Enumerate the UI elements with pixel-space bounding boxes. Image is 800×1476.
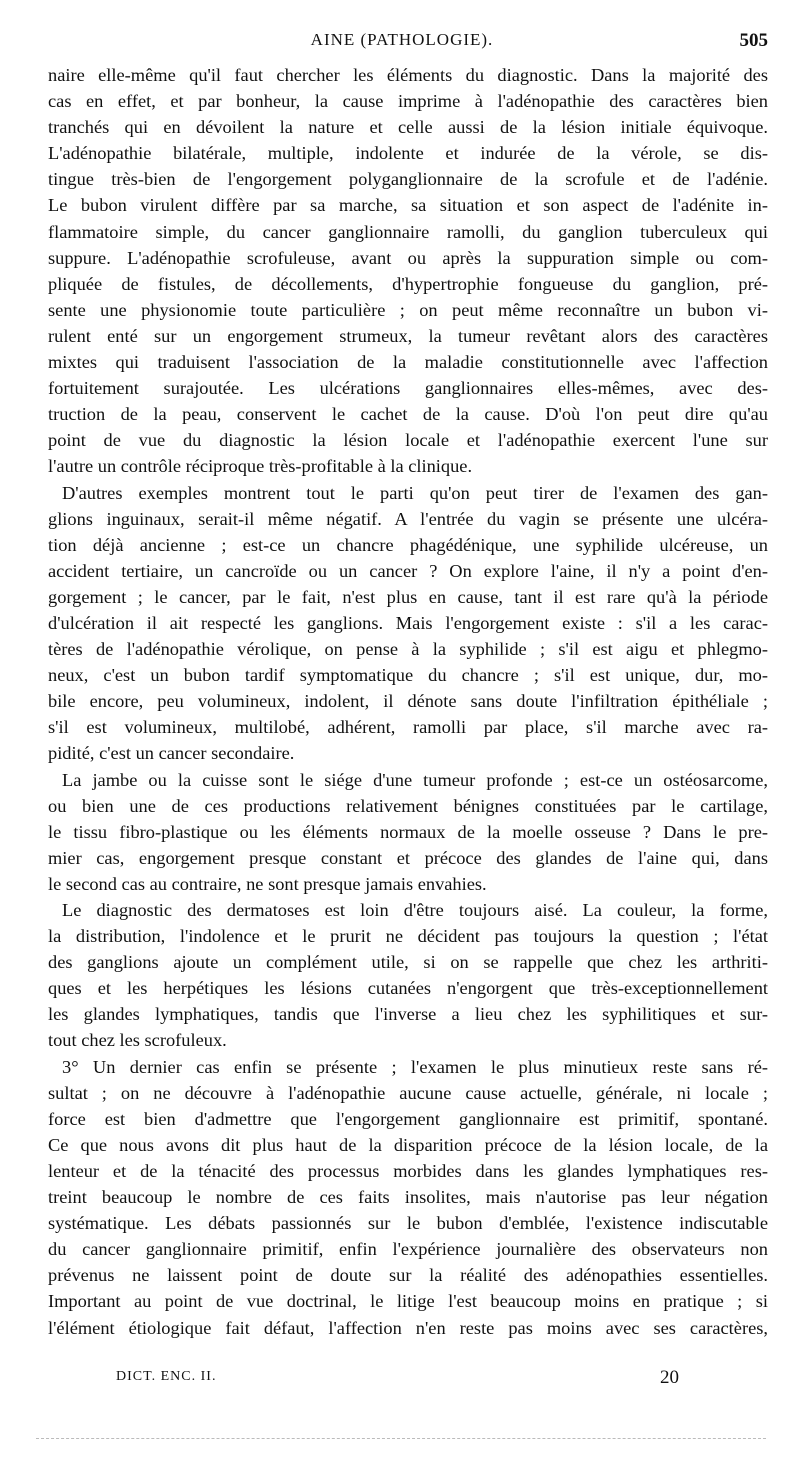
text-line: treint beaucoup le nombre de ces faits insolites, mais n'autorise pas leur négation [48,1187,768,1208]
page-number: 505 [739,30,768,51]
text-line: tion déjà ancienne ; est-ce un chancre phagédénique, une syphilide ulcéreuse, un [48,534,768,555]
text-line: tères de l'adénopathie vérolique, on pense à la syphilide ; s'il est aigu et phlegmo- [48,639,768,660]
text-line: cas en effet, et par bonheur, la cause imprime à l'adénopathie des caractères bien [48,91,768,112]
text-line: ques et les herpétiques les lésions cutanées n'engorgent que très-exceptionnellement [48,978,768,999]
text-line: bile encore, peu volumineux, indolent, il dénote sans doute l'infiltration épithéliale ; [48,691,768,712]
text-line: mixtes qui traduisent l'association de la maladie constitutionnelle avec l'affection [48,352,768,373]
text-line: sultat ; on ne découvre à l'adénopathie aucune cause actuelle, générale, ni locale ; [48,1082,768,1103]
text-line: Important au point de vue doctrinal, le litige l'est beaucoup moins en pratique ; si [48,1291,768,1312]
text-line: rulent enté sur un engorgement strumeux, la tumeur revêtant alors des caractères [48,325,768,346]
text-line: l'élément étiologique fait défaut, l'affection n'en reste pas moins avec ses caractères, [48,1317,768,1338]
running-title: AINE (PATHOLOGIE). [310,30,494,49]
text-line: lenteur et de la ténacité des processus morbides dans les glandes lymphatiques res- [48,1160,768,1181]
text-line: suppure. L'adénopathie scrofuleuse, avant ou après la suppuration simple ou com- [48,247,768,268]
text-line: le second cas au contraire, ne sont presque jamais envahies. [48,873,487,894]
text-line: Le diagnostic des dermatoses est loin d'être toujours aisé. La couleur, la forme, [62,900,768,920]
text-line: d'ulcération il ait respecté les ganglions. Mais l'engorgement existe : s'il a les carac- [48,612,768,633]
text-line: des ganglions ajoute un complément utile, si on se rappelle que chez les arthriti- [48,952,768,973]
text-line: flammatoire simple, du cancer ganglionnaire ramolli, du ganglion tuberculeux qui [48,221,768,242]
text-line: la distribution, l'indolence et le prurit ne décident pas toujours la question ; l'état [48,926,768,947]
text-line: prévenus ne laissent point de doute sur la réalité des adénopathies essentielles. [48,1265,768,1286]
text-line: ou bien une de ces productions relativement bénignes constituées par le cartilage, [48,795,768,816]
text-line: l'autre un contrôle réciproque très-profitable à la clinique. [48,456,473,477]
text-line: accident tertiaire, un cancroïde ou un cancer ? On explore l'aine, il n'y a point d'en- [48,560,768,581]
text-line: tingue très-bien de l'engorgement polyganglionnaire de la scrofule et de l'adénie. [48,169,768,190]
body-text [48,62,768,1341]
text-line: La jambe ou la cuisse sont le siége d'une tumeur profonde ; est-ce un ostéosarcome, [62,769,768,790]
text-line: D'autres exemples montrent tout le parti qu'on peut tirer de l'examen des gan- [62,482,768,503]
footer-volume: DICT. ENC. II. [116,1369,217,1384]
footer-signature: 20 [660,1367,679,1388]
text-line: le tissu fibro-plastique ou les éléments normaux de la moelle osseuse ? Dans le pre- [48,821,768,842]
page-footer [116,1369,716,1397]
running-head [36,30,768,58]
text-line: tranchés qui en dévoilent la nature et celle aussi de la lésion initiale équivoque. [48,117,768,138]
bottom-rule [36,1438,766,1439]
text-line: glions inguinaux, serait-il même négatif. A l'entrée du vagin se présente une ulcéra- [48,508,768,529]
text-line: force est bien d'admettre que l'engorgement ganglionnaire est primitif, spontané. [48,1108,768,1129]
text-line: naire elle-même qu'il faut chercher les éléments du diagnostic. Dans la majorité des [48,65,768,85]
text-line: tout chez les scrofuleux. [48,1030,227,1051]
text-line: sente une physionomie toute particulière ; on peut même reconnaître un bubon vi- [48,299,768,320]
text-line: neux, c'est un bubon tardif symptomatique du chancre ; s'il est unique, dur, mo- [48,665,768,686]
text-line: L'adénopathie bilatérale, multiple, indolente et indurée de la vérole, se dis- [48,143,768,164]
text-line: mier cas, engorgement presque constant et précoce des glandes de l'aine qui, dans [48,847,768,868]
text-line: systématique. Les débats passionnés sur le bubon d'emblée, l'existence indiscutable [48,1213,768,1234]
text-line: Ce que nous avons dit plus haut de la disparition précoce de la lésion locale, de la [48,1134,768,1155]
text-line: s'il est volumineux, multilobé, adhérent, ramolli par place, s'il marche avec ra- [48,717,768,738]
text-line: fortuitement surajoutée. Les ulcérations ganglionnaires elles-mêmes, avec des- [48,378,768,399]
text-line: pidité, c'est un cancer secondaire. [48,743,295,764]
text-line: gorgement ; le cancer, par le fait, n'est plus en cause, tant il est rare qu'à la période [48,586,768,607]
text-line: Le bubon virulent diffère par sa marche, sa situation et son aspect de l'adénite in- [48,195,768,216]
text-line: 3° Un dernier cas enfin se présente ; l'examen le plus minutieux reste sans ré- [62,1056,768,1077]
text-line: truction de la peau, conservent le cachet de la cause. D'où l'on peut dire qu'au [48,404,768,425]
text-line: pliquée de fistules, de décollements, d'hypertrophie fongueuse du ganglion, pré- [48,273,768,294]
text-line: du cancer ganglionnaire primitif, enfin l'expérience journalière des observateurs non [48,1239,768,1260]
text-line: les glandes lymphatiques, tandis que l'inverse a lieu chez les syphilitiques et sur- [48,1004,768,1025]
text-line: point de vue du diagnostic la lésion locale et l'adénopathie exercent l'une sur [48,430,768,451]
